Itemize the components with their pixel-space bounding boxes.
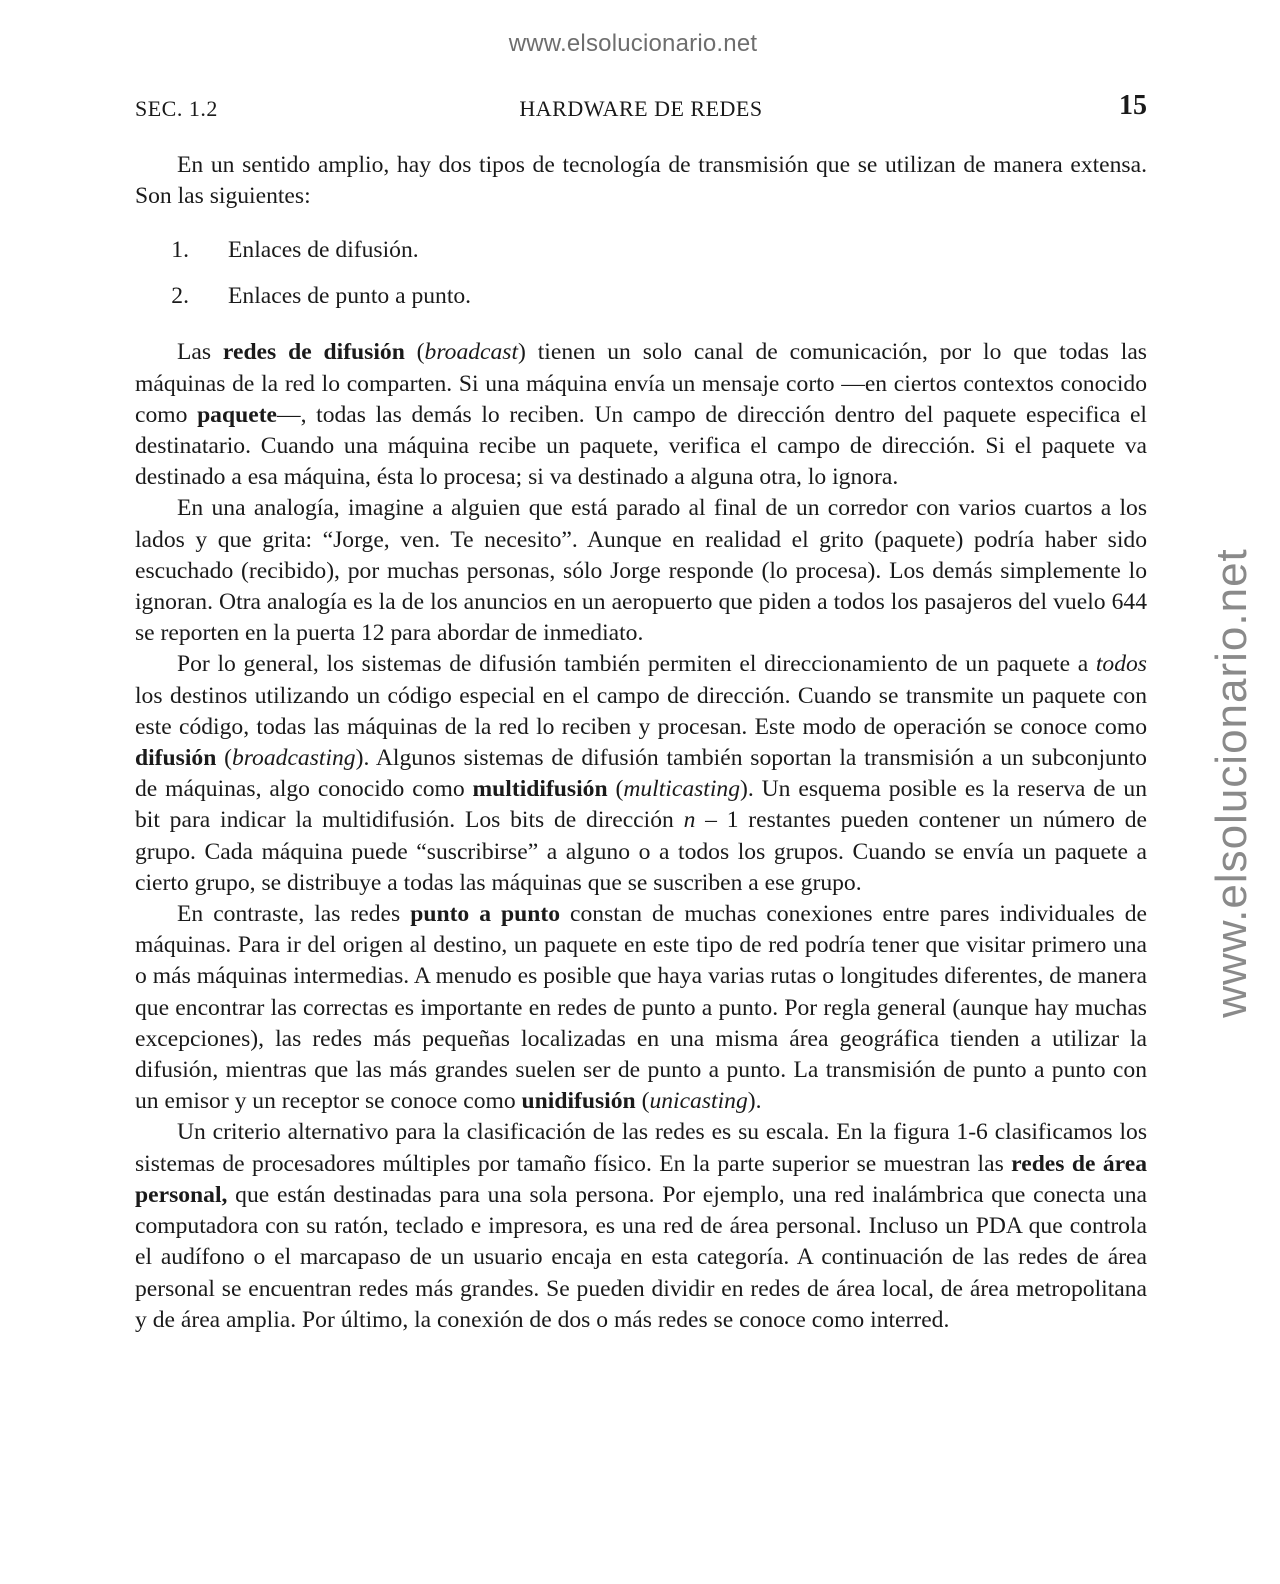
term-todos: todos	[1095, 651, 1147, 678]
section-label: SEC. 1.2	[135, 96, 218, 121]
paragraph-analogy: En una analogía, imagine a alguien que está parado al final de un corredor con varios cuartos a los lados y que grita: “Jorge, ven. Te necesito”. Aunque en realidad el grito (paquete) podría haber sido escuchado (recibido), por muchas personas, sólo Jorge responde (lo procesa). Los demás simplemente lo ignoran. Otra analogía es la de los anuncios en un aeropuerto que piden a todos los pasajeros del vuelo 644 se reporten en la puerta 12 para abordar de inmediato.	[135, 495, 1147, 647]
term-broadcasting: broadcasting	[231, 745, 356, 772]
transmission-list	[135, 235, 1147, 311]
term-punto-a-punto: punto a punto	[410, 901, 561, 928]
page-number: 15	[1119, 90, 1147, 121]
watermark-top: www.elsolucionario.net	[508, 30, 758, 57]
list-item-number: 1.	[171, 237, 189, 264]
term-difusion: difusión	[135, 745, 217, 772]
paragraph-multicast	[135, 649, 1147, 899]
text-run: Un criterio alternativo para la clasificación de las redes es su escala. En la figura 1-6 clasificamos los sistemas de procesadores múltiples por tamaño físico. En la parte superior se muestran las	[135, 1119, 1147, 1177]
list-item	[135, 235, 1147, 265]
term-unidifusion: unidifusión	[521, 1088, 636, 1115]
text-run: —, todas las demás lo reciben. Un campo de dirección dentro del paquete especifica el destinatario. Cuando una máquina recibe un paquete, verifica el campo de dirección. Si el paquete va destinado a esa máquina, ésta lo procesa; si va destinado a alguna otra, lo ignora.	[135, 401, 1147, 491]
text-run: Por lo general, los sistemas de difusión también permiten el direccionamiento de un paquete a	[177, 651, 1096, 678]
text-run: que están destinadas para una sola persona. Por ejemplo, una red inalámbrica que conecta una computadora con su ratón, teclado e impresora, es una red de área personal. Incluso un PDA que controla el audífono o el marcapaso de un usuario encaja en esta categoría. A continuación de las redes de área personal se encuentran redes más grandes. Se pueden dividir en redes de área local, de área metropolitana y de área amplia. Por último, la conexión de dos o más redes se conoce como interred.	[135, 1181, 1147, 1333]
chapter-title: HARDWARE DE REDES	[519, 96, 763, 121]
text-run: ).	[747, 1088, 762, 1115]
text-run: (	[404, 339, 425, 366]
term-paquete: paquete	[197, 401, 278, 428]
intro-paragraph: En un sentido amplio, hay dos tipos de tecnología de transmisión que se utilizan de manera extensa. Son las siguientes:	[135, 152, 1147, 210]
term-redes-difusion: redes de difusión	[222, 339, 405, 366]
term-multicasting: multicasting	[623, 776, 740, 803]
text-run: (	[607, 776, 624, 803]
text-run: ) tienen un solo canal de comunicación, por lo que todas las máquinas de la red lo comparten. Si una máquina envía un mensaje corto —en ciertos contextos conocido como	[135, 339, 1147, 428]
math-n: n	[683, 807, 696, 834]
list-item-text: Enlaces de punto a punto.	[228, 283, 472, 310]
text-run: ). Algunos sistemas de difusión también soportan la transmisión a un subconjunto de máquinas, algo conocido como	[135, 745, 1147, 803]
running-head	[135, 92, 1147, 124]
list-item-number: 2.	[171, 283, 189, 310]
text-run: constan de muchas conexiones entre pares individuales de máquinas. Para ir del origen al destino, un paquete en este tipo de red podría tener que visitar primero una o más máquinas intermedias. A menudo es posible que haya varias rutas o longitudes diferentes, de manera que encontrar las correctas es importante en redes de punto a punto. Por regla general (aunque hay muchas excepciones), las redes más pequeñas localizadas en una misma área geográfica tienden a utilizar la difusión, mientras que las más grandes suelen ser de punto a punto. La transmisión de punto a punto con un emisor y un receptor se conoce como	[135, 901, 1147, 1115]
page-body	[135, 150, 1147, 1336]
term-redes-area-personal: redes de área personal,	[135, 1150, 1147, 1208]
list-item-text: Enlaces de difusión.	[228, 237, 419, 264]
text-run: Las	[177, 339, 223, 366]
term-unicasting: unicasting	[649, 1088, 748, 1115]
text-run: En contraste, las redes	[177, 901, 411, 928]
term-multidifusion: multidifusión	[472, 776, 608, 803]
paragraph-point-to-point	[135, 899, 1147, 1117]
text-run: ). Un esquema posible es la reserva de un bit para indicar la multidifusión. Los bits de dirección	[135, 776, 1147, 834]
paragraph-broadcast-networks	[135, 337, 1147, 493]
text-run: (	[635, 1088, 650, 1115]
text-run: los destinos utilizando un código especial en el campo de dirección. Cuando se transmite un paquete con este código, todas las máquinas de la red lo reciben y procesan. Este modo de operación se conoce como	[135, 682, 1147, 740]
watermark-side: www.elsolucionario.net	[1207, 548, 1256, 1018]
paragraph-scale	[135, 1117, 1147, 1335]
text-run: – 1 restantes pueden contener un número de grupo. Cada máquina puede “suscribirse” a alguno o a todos los grupos. Cuando se envía un paquete a cierto grupo, se distribuye a todas las máquinas que se suscriben a ese grupo.	[135, 807, 1147, 896]
text-run: (	[216, 745, 232, 772]
list-item	[135, 281, 1147, 311]
term-broadcast: broadcast	[424, 339, 519, 366]
